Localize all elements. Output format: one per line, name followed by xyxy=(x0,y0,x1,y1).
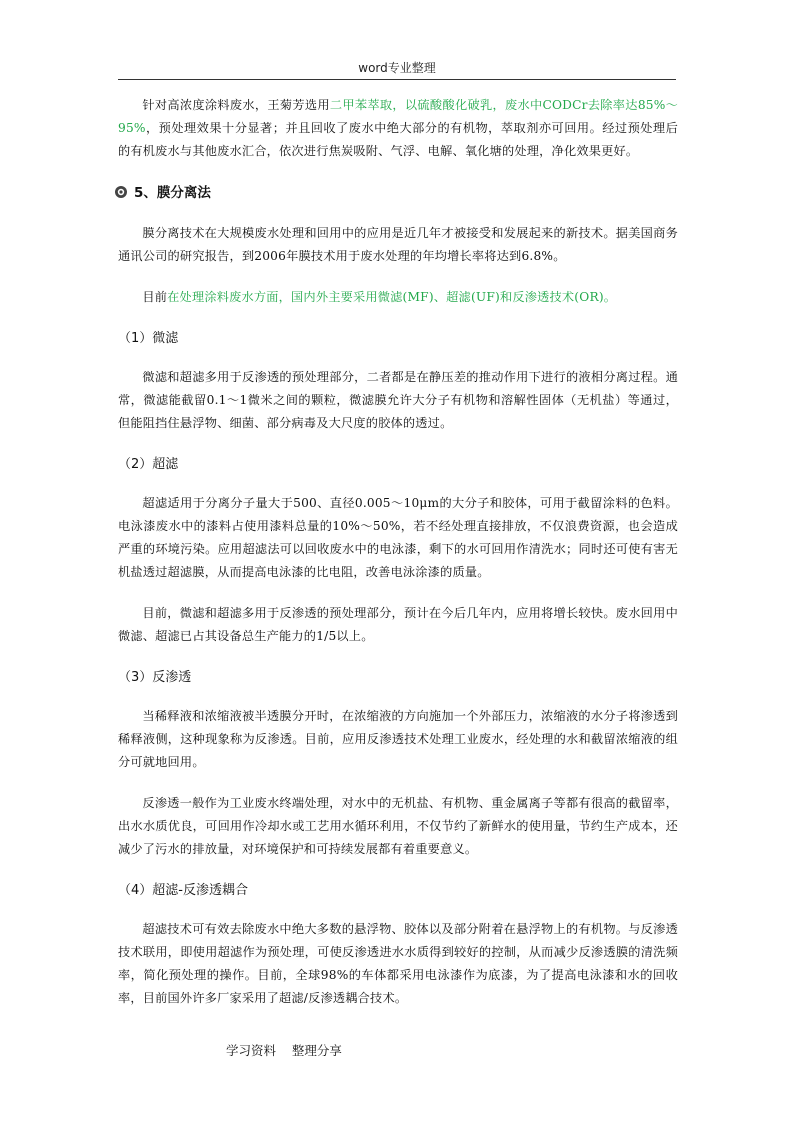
footer-left: 学习资料 xyxy=(226,1043,277,1058)
header-rule xyxy=(118,79,676,80)
subheading-microfiltration: （1）微滤 xyxy=(118,331,179,346)
footer-right: 整理分享 xyxy=(291,1043,342,1058)
methods-text-a: 目前 xyxy=(142,290,168,304)
subheading-uf-ro-coupling: （4）超滤-反渗透耦合 xyxy=(118,883,248,898)
microfiltration-paragraph: 微滤和超滤多用于反渗透的预处理部分，二者都是在静压差的推动作用下进行的液相分离过程。通常，微滤能截留0.1～1微米之间的颗粒，微滤膜允许大分子有机物和溶解性固体（无机盐）等通过，但能阻挡住悬浮物、细菌、部分病毒及大尺度的胶体的透过。 xyxy=(118,370,678,430)
reverse-osmosis-paragraph-1: 当稀释液和浓缩液被半透膜分开时，在浓缩液的方向施加一个外部压力，浓缩液的水分子将渗透到稀释液侧，这种现象称为反渗透。目前，应用反渗透技术处理工业废水，经处理的水和截留浓缩液的组分可就地回用。 xyxy=(118,709,678,769)
document-body xyxy=(118,94,678,1028)
intro-highlight: 二甲苯萃取，以硫酸酸化破乳，废水中CODCr去除率达85%～95% xyxy=(118,98,679,135)
membrane-methods-paragraph xyxy=(118,286,678,309)
intro-text-a: 针对高浓度涂料废水，王菊芳选用 xyxy=(142,98,330,112)
reverse-osmosis-paragraph-2: 反渗透一般作为工业废水终端处理，对水中的无机盐、有机物、重金属离子等都有很高的截留率，出水水质优良，可回用作冷却水或工艺用水循环利用，不仅节约了新鲜水的使用量，节约生产成本，还减少了污水的排放量，对环境保护和可持续发展都有着重要意义。 xyxy=(118,796,678,856)
uf-ro-coupling-paragraph: 超滤技术可有效去除废水中绝大多数的悬浮物、胶体以及部分附着在悬浮物上的有机物。与反渗透技术联用，即使用超滤作为预处理，可使反渗透进水水质得到较好的控制，从而减少反渗透膜的清洗频率，简化预处理的操作。目前，全球98%的车体都采用电泳漆作为底漆，为了提高电泳漆和水的回收率，目前国外许多厂家采用了超滤/反渗透耦合技术。 xyxy=(118,922,678,1005)
section-heading-text: 5、膜分离法 xyxy=(134,185,211,201)
subheading-reverse-osmosis: （3）反渗透 xyxy=(118,670,192,685)
circled-dot-icon xyxy=(114,185,128,199)
intro-text-b: ，预处理效果十分显著；并且回收了废水中绝大部分的有机物，萃取剂亦可回用。经过预处理后的有机废水与其他废水汇合，依次进行焦炭吸附、气浮、电解、氧化塘的处理，净化效果更好。 xyxy=(118,121,678,158)
subheading-ultrafiltration: （2）超滤 xyxy=(118,457,179,472)
intro-paragraph xyxy=(118,94,678,163)
page-header: word专业整理 xyxy=(358,61,436,75)
ultrafiltration-paragraph-1: 超滤适用于分离分子量大于500、直径0.005～10μm的大分子和胶体，可用于截留涂料的色料。电泳漆废水中的漆料占使用漆料总量的10%～50%，若不经处理直接排放，不仅浪费资源，也会造成严重的环境污染。应用超滤法可以回收废水中的电泳漆，剩下的水可回用作清洗水；同时还可使有害无机盐透过超滤膜，从而提高电泳漆的比电阻，改善电泳涂漆的质量。 xyxy=(118,496,678,579)
membrane-intro-paragraph: 膜分离技术在大规模废水处理和回用中的应用是近几年才被接受和发展起来的新技术。据美国商务通讯公司的研究报告，到2006年膜技术用于废水处理的年均增长率将达到6.8%。 xyxy=(118,226,678,263)
page-footer xyxy=(226,1041,342,1059)
ultrafiltration-paragraph-2: 目前，微滤和超滤多用于反渗透的预处理部分，预计在今后几年内，应用将增长较快。废水回用中微滤、超滤已占其设备总生产能力的1/5以上。 xyxy=(118,606,678,643)
methods-highlight: 在处理涂料废水方面，国内外主要采用微滤(MF)、超滤(UF)和反渗透技术(OR)。 xyxy=(167,290,617,304)
section-heading-membrane xyxy=(114,181,678,205)
